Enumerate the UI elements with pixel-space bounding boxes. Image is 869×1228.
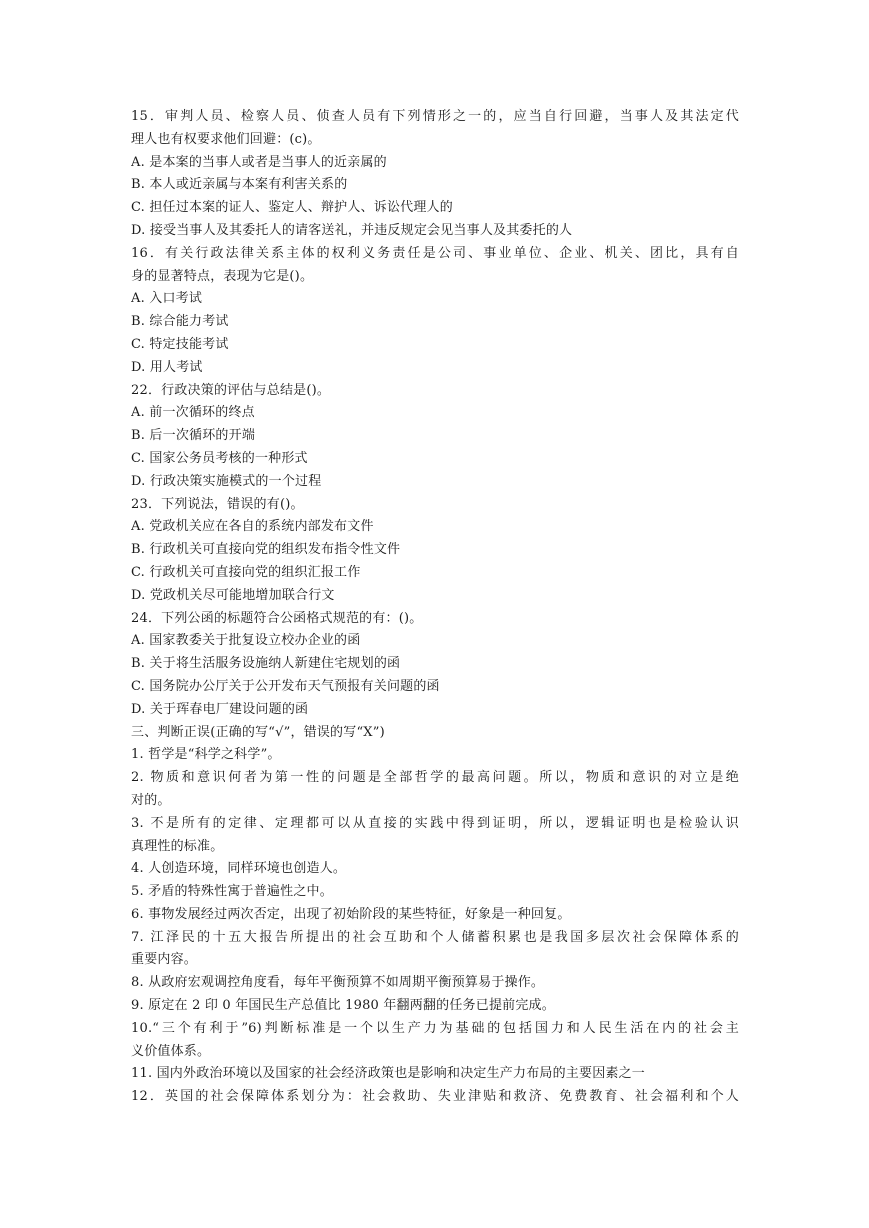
q15-stem-line-2: 理人也有权要求他们回避：(c)。 [131,131,321,147]
q22-option-c: C. 国家公务员考核的一种形式 [131,450,308,466]
q22-option-a: A. 前一次循环的终点 [131,405,255,421]
tf-item-2-line-1: 2. 物质和意识何者为第一性的问题是全部哲学的最高问题。所以，物质和意识的对立是绝 [131,770,739,786]
q16-option-b: B. 综合能力考试 [131,314,229,330]
q16-stem-line-1: 16．有关行政法律关系主体的权利义务责任是公司、事业单位、企业、机关、团比，具有自 [131,245,739,261]
tf-item-1: 1. 哲学是“科学之科学”。 [131,747,281,763]
q22-option-d: D. 行政决策实施模式的一个过程 [131,473,322,489]
section-three-heading: 三、判断正误(正确的写“√”，错误的写“X”) [131,724,385,740]
tf-item-6: 6. 事物发展经过两次否定，出现了初始阶段的某些特征，好象是一种回复。 [131,906,571,922]
q16-stem-line-2: 身的显著特点，表现为它是()。 [131,268,314,284]
q24-option-b: B. 关于将生活服务设施纳人新建住宅规划的函 [131,656,401,672]
tf-item-10-line-1: 10.“三个有利于”6)判断标准是一个以生产力为基础的包括国力和人民生活在内的社会主 [131,1020,739,1036]
tf-item-7-line-2: 重要内容。 [131,952,198,968]
tf-item-9: 9. 原定在 2 印 0 年国民生产总值比 1980 年翻两翻的任务已提前完成。 [131,998,555,1014]
q15-option-a: A. 是本案的当事人或者是当事人的近亲属的 [131,154,387,170]
q22-option-b: B. 后一次循环的开端 [131,428,256,444]
q24-option-c: C. 国务院办公厅关于公开发布天气预报有关问题的函 [131,678,440,694]
tf-item-12-line-1: 12．英国的社会保障体系划分为：社会救助、失业津贴和救济、免费教育、社会福利和个人 [131,1089,739,1105]
q15-option-c: C. 担任过本案的证人、鉴定人、辩护人、诉讼代理人的 [131,200,453,216]
tf-item-11: 11. 国内外政治环境以及国家的社会经济政策也是影响和决定生产力布局的主要因素之一 [131,1066,646,1082]
q16-option-d: D. 用人考试 [131,359,203,375]
tf-item-5: 5. 矛盾的特殊性寓于普遍性之中。 [131,884,333,900]
q24-option-d: D. 关于珲春电厂建设问题的函 [131,701,309,717]
q23-stem: 23．下列说法，错误的有()。 [131,496,304,512]
q16-option-a: A. 入口考试 [131,291,203,307]
tf-item-2-line-2: 对的。 [131,792,171,808]
q15-option-b: B. 本人或近亲属与本案有利害关系的 [131,177,348,193]
tf-item-3-line-1: 3. 不是所有的定律、定理都可以从直接的实践中得到证明，所以，逻辑证明也是检验认识 [131,815,739,831]
q23-option-a: A. 党政机关应在各自的系统内部发布文件 [131,519,374,535]
tf-item-7-line-1: 7. 江泽民的十五大报告所提出的社会互助和个人储蓄积累也是我国多层次社会保障体系的 [131,929,739,945]
tf-item-8: 8. 从政府宏观调控角度看，每年平衡预算不如周期平衡预算易于操作。 [131,975,545,991]
document-body [131,106,739,1109]
q23-option-c: C. 行政机关可直接向党的组织汇报工作 [131,564,361,580]
tf-item-4: 4. 人创造环境，同样环境也创造人。 [131,861,347,877]
q16-option-c: C. 特定技能考试 [131,336,229,352]
q24-stem: 24．下列公函的标题符合公函格式规范的有：()。 [131,610,423,626]
tf-item-10-line-2: 义价值体系。 [131,1043,211,1059]
q15-stem-line-1: 15．审判人员、检察人员、侦查人员有下列情形之一的，应当自行回避，当事人及其法定代 [131,109,739,124]
q24-option-a: A. 国家教委关于批复设立校办企业的函 [131,633,361,649]
tf-item-3-line-2: 真理性的标准。 [131,838,224,854]
q22-stem: 22．行政决策的评估与总结是()。 [131,382,331,398]
q23-option-d: D. 党政机关尽可能地增加联合行文 [131,587,335,603]
q23-option-b: B. 行政机关可直接向党的组织发布指令性文件 [131,542,401,558]
q15-option-d: D. 接受当事人及其委托人的请客送礼，并违反规定会见当事人及其委托的人 [131,222,573,238]
